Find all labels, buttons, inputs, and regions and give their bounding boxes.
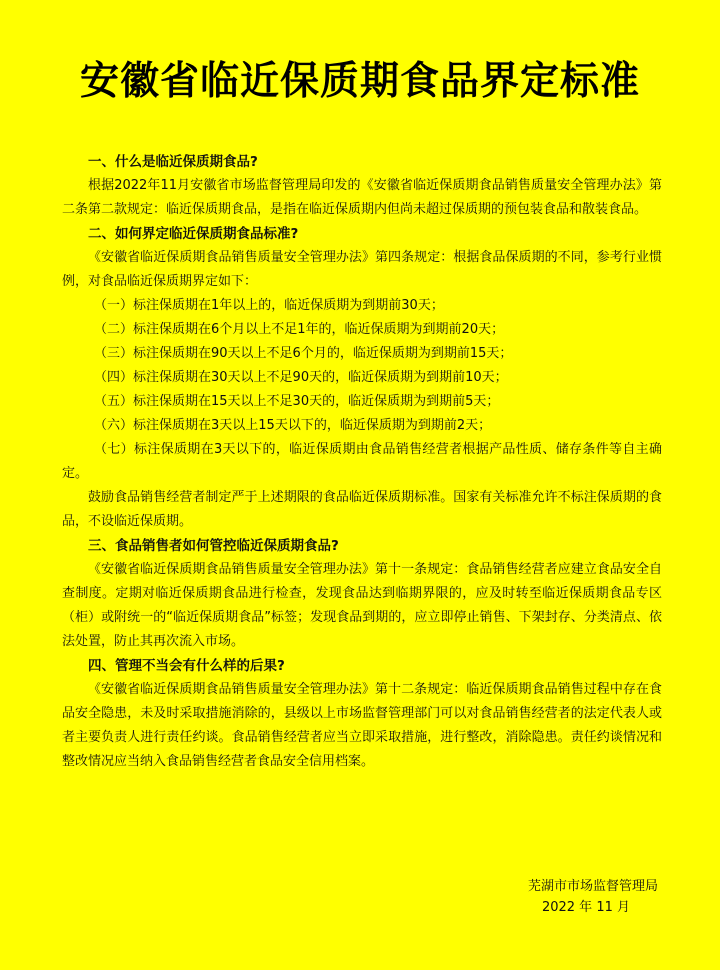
section-heading-4: 四、管理不当会有什么样的后果?	[88, 658, 285, 674]
standard-item-4: （四）标注保质期在30天以上不足90天的，临近保质期为到期前10天；	[94, 370, 508, 385]
signature-org: 芜湖市市场监督管理局	[527, 879, 658, 894]
section-2-closing: 鼓励食品销售经营者制定严于上述期限的食品临近保质期标准。国家有关标准允许不标注保质期的食品，不设临近保质期。	[62, 490, 662, 529]
standard-item-1: （一）标注保质期在1年以上的，临近保质期为到期前30天；	[94, 298, 444, 313]
notice-content	[62, 150, 662, 774]
section-4-paragraph: 《安徽省临近保质期食品销售质量安全管理办法》第十二条规定：临近保质期食品销售过程中存在食品安全隐患，未及时采取措施消除的，县级以上市场监督管理部门可以对食品销售经营者的法定代表人或者主要负责人进行责任约谈。食品销售经营者应当立即采取措施，进行整改，消除隐患。责任约谈情况和整改情况应当纳入食品销售经营者食品安全信用档案。	[62, 682, 662, 769]
section-heading-3: 三、食品销售者如何管控临近保质期食品?	[88, 538, 339, 554]
signature-date: 2022 年 11 月	[541, 900, 630, 915]
page-title: 安徽省临近保质期食品界定标准	[79, 59, 640, 104]
section-heading-1: 一、什么是临近保质期食品?	[88, 154, 258, 170]
section-3-paragraph: 《安徽省临近保质期食品销售质量安全管理办法》第十一条规定：食品销售经营者应建立食品安全自查制度。定期对临近保质期食品进行检查，发现食品达到临期界限的，应及时转至临近保质期食品专区（柜）或附统一的“临近保质期食品”标签；发现食品到期的，应立即停止销售、下架封存、分类清点、依法处置，防止其再次流入市场。	[62, 562, 662, 649]
standard-item-3: （三）标注保质期在90天以上不足6个月的，临近保质期为到期前15天；	[94, 346, 513, 361]
section-heading-2: 二、如何界定临近保质期食品标准?	[88, 226, 299, 242]
standard-item-5: （五）标注保质期在15天以上不足30天的，临近保质期为到期前5天；	[94, 394, 500, 409]
section-2-intro: 《安徽省临近保质期食品销售质量安全管理办法》第四条规定：根据食品保质期的不同，参考行业惯例，对食品临近保质期界定如下：	[62, 250, 662, 289]
section-1-paragraph: 根据2022年11月安徽省市场监督管理局印发的《安徽省临近保质期食品销售质量安全管理办法》第二条第二款规定：临近保质期食品，是指在临近保质期内但尚未超过保质期的预包装食品和散装食品。	[62, 178, 662, 217]
standard-item-6: （六）标注保质期在3天以上15天以下的，临近保质期为到期前2天；	[94, 418, 492, 433]
standard-item-2: （二）标注保质期在6个月以上不足1年的，临近保质期为到期前20天；	[94, 322, 505, 337]
signature-block	[528, 876, 658, 918]
standard-item-7: （七）标注保质期在3天以下的，临近保质期由食品销售经营者根据产品性质、储存条件等自主确定。	[62, 442, 662, 481]
